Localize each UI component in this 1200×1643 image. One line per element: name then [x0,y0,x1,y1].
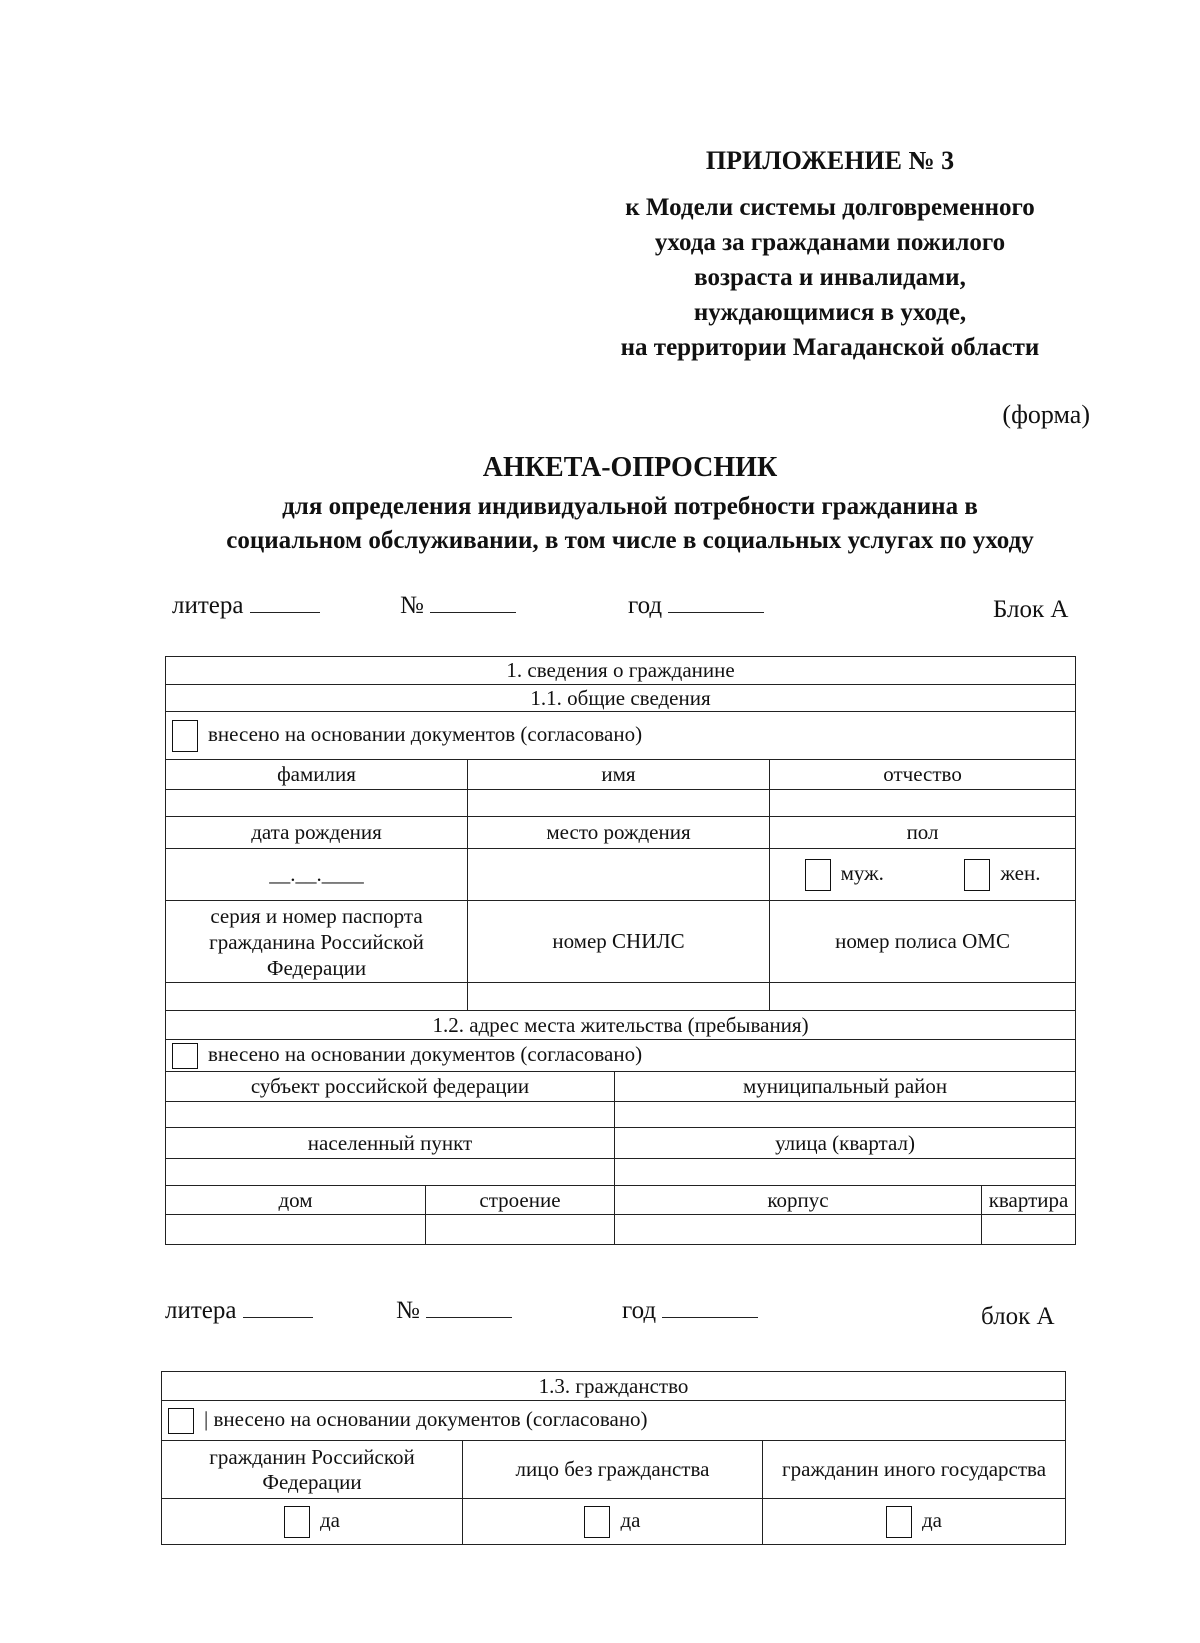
sex-male-checkbox[interactable] [805,859,831,891]
birthplace-header: место рождения [468,817,770,849]
meta-litera [172,592,320,620]
name-header: имя [468,760,770,790]
rf-citizen-cell [162,1499,463,1545]
passport-field[interactable] [166,983,468,1011]
form-label: (форма) [1002,400,1090,429]
building-header: строение [426,1186,615,1215]
litera-label: литера [165,1297,237,1324]
citizen-info-table [165,656,1076,1245]
docs-confirmed-label: внесено на основании документов (согласовано) [208,721,643,746]
questionnaire-title: АНКЕТА-ОПРОСНИК [482,452,778,483]
region-header: субъект российской федерации [166,1072,615,1102]
street-header: улица (квартал) [615,1128,1076,1159]
foreign-citizen-checkbox[interactable] [886,1506,912,1538]
docs-confirmed-checkbox[interactable] [172,720,198,752]
appendix-title: ПРИЛОЖЕНИЕ № 3 [705,146,955,175]
district-header: муниципальный район [615,1072,1076,1102]
apartment-header: квартира [982,1186,1076,1215]
rf-citizen-checkbox[interactable] [284,1506,310,1538]
passport-header: серия и номер паспорта гражданина Российской Федерации [166,901,468,983]
address-title: 1.2. адрес места жительства (пребывания) [166,1011,1076,1040]
meta-year [628,592,764,620]
stateless-checkbox[interactable] [584,1506,610,1538]
year-field[interactable] [662,1299,758,1318]
appendix-line: возраста и инвалидами, [694,264,966,291]
name-field[interactable] [468,790,770,817]
surname-field[interactable] [166,790,468,817]
snils-header: номер СНИЛС [468,901,770,983]
yes-label: да [620,1507,641,1532]
citizenship-table [161,1371,1066,1545]
citizenship-docs-checkbox[interactable] [168,1408,194,1434]
meta2-litera [165,1297,313,1325]
subtitle-line: социальном обслуживании, в том числе в социальных услугах по уходу [226,527,1034,554]
litera-label: литера [172,592,244,619]
general-info-title: 1.1. общие сведения [166,685,1076,712]
address-docs-row [166,1040,1076,1072]
rf-citizen-header: гражданин Российской Федерации [162,1441,463,1499]
patronymic-header: отчество [770,760,1076,790]
foreign-citizen-header: гражданин иного государства [763,1441,1066,1499]
sex-female-checkbox[interactable] [964,859,990,891]
section-title: 1. сведения о гражданине [166,657,1076,685]
stateless-cell [463,1499,763,1545]
appendix-line: нуждающимися в уходе, [693,299,967,326]
oms-header: номер полиса ОМС [770,901,1076,983]
stateless-header: лицо без гражданства [463,1441,763,1499]
appendix-subtitle [560,190,1100,365]
number-field[interactable] [430,594,516,613]
foreign-citizen-cell [763,1499,1066,1545]
locality-field[interactable] [166,1159,615,1186]
address-docs-label: внесено на основании документов (согласовано) [208,1041,643,1066]
region-field[interactable] [166,1102,615,1128]
locality-header: населенный пункт [166,1128,615,1159]
street-field[interactable] [615,1159,1076,1186]
meta2-year [622,1297,758,1325]
block-label: Блок А [993,596,1069,623]
snils-field[interactable] [468,983,770,1011]
oms-field[interactable] [770,983,1076,1011]
year-label: год [622,1297,657,1324]
year-field[interactable] [668,594,764,613]
address-docs-checkbox[interactable] [172,1043,198,1069]
meta-number [400,592,516,620]
number-label: № [396,1297,420,1324]
building-field[interactable] [426,1215,615,1245]
sex-header: пол [770,817,1076,849]
subtitle-line: для определения индивидуальной потребности гражданина в [282,493,978,520]
birthplace-field[interactable] [468,849,770,901]
year-label: год [628,592,663,619]
citizenship-docs-row [162,1401,1066,1441]
citizenship-title: 1.3. гражданство [162,1372,1066,1401]
house-field[interactable] [166,1215,426,1245]
number-field[interactable] [426,1299,512,1318]
yes-label: да [922,1507,943,1532]
sex-male-label: муж. [840,860,884,885]
appendix-line: ухода за гражданами пожилого [654,229,1006,256]
sex-female-label: жен. [1000,860,1041,885]
appendix-line: на территории Магаданской области [620,334,1040,361]
block-label-2: блок А [981,1303,1055,1330]
litera-field[interactable] [243,1299,313,1318]
birthdate-field[interactable]: __.__.____ [166,849,468,901]
block-field[interactable] [615,1215,982,1245]
docs-confirmed-row [166,712,1076,760]
meta2-number [396,1297,512,1325]
birthdate-header: дата рождения [166,817,468,849]
questionnaire-subtitle [130,490,1130,558]
patronymic-field[interactable] [770,790,1076,817]
citizenship-docs-label: | внесено на основании документов (согласовано) [204,1406,648,1431]
house-header: дом [166,1186,426,1215]
number-label: № [400,592,424,619]
yes-label: да [319,1507,340,1532]
surname-header: фамилия [166,760,468,790]
apartment-field[interactable] [982,1215,1076,1245]
district-field[interactable] [615,1102,1076,1128]
sex-field [770,849,1076,901]
appendix-line: к Модели системы долговременного [625,194,1035,221]
block-header: корпус [615,1186,982,1215]
litera-field[interactable] [250,594,320,613]
